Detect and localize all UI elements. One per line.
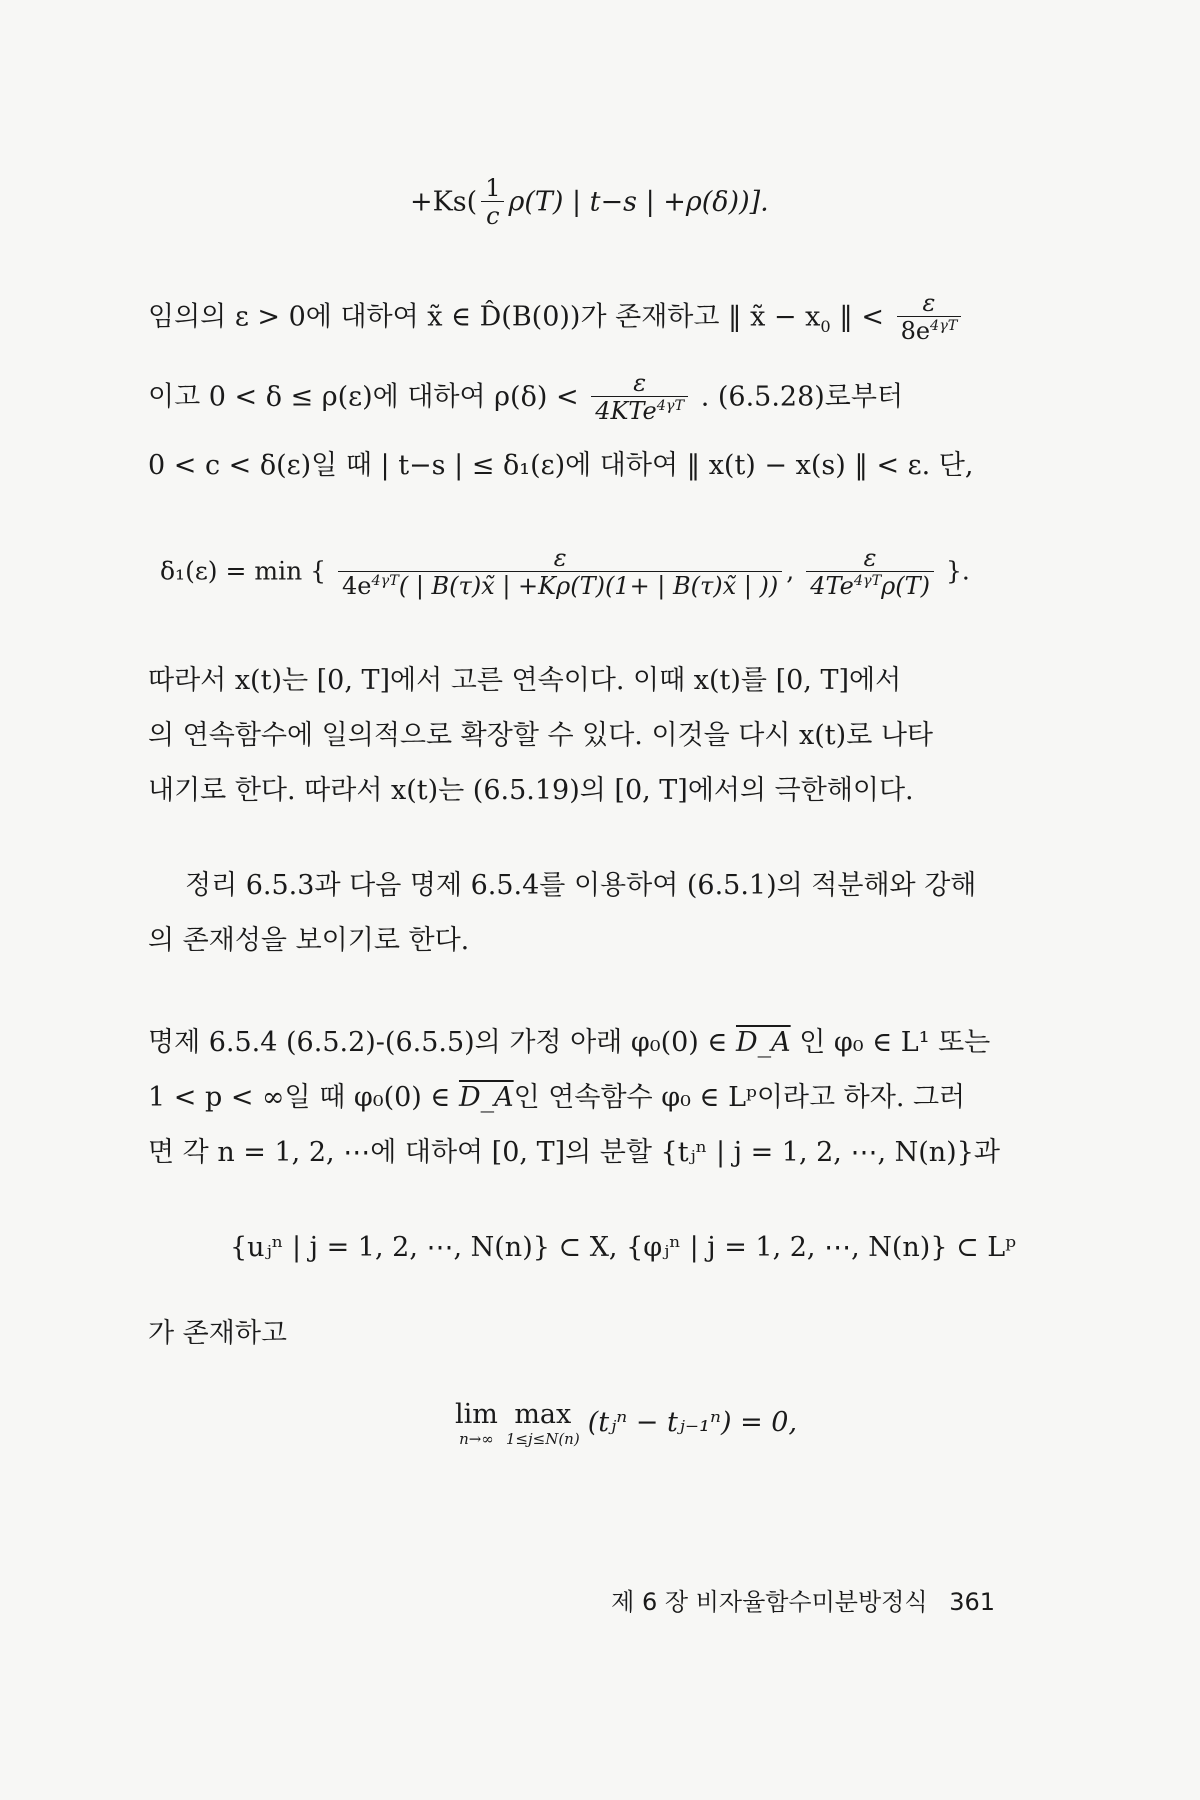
equation-continuation: +Ks( $\frac{1}{c}$ ρ(T) | t−s | +ρ(δ))]. bbox=[410, 174, 769, 231]
limit-operator: lim n→∞ bbox=[455, 1399, 498, 1448]
paragraph-1-line-2: 이고 0 < δ ≤ ρ(ε)에 대하여 ρ(δ) < $\frac{\varepsilon}{4KTe^{4\gamma T}}$ . (6.5.28)로부터 bbox=[148, 369, 904, 426]
equation-delta1-definition: δ₁(ε) = min { $\frac{\varepsilon}{4e^{4\gamma T}( | B(\tau)x̃ | +K\rho(T)(1+ | B(\tau)x̃ | ))}$ , $\frac{\varepsilon}{4Te^{4\gamma T}\rho(T)}$ }. bbox=[160, 544, 970, 601]
equation-sequences: {uⱼⁿ | j = 1, 2, ⋯, N(n)} ⊂ X, {φⱼⁿ | j = 1, 2, ⋯, N(n)} ⊂ Lᵖ bbox=[230, 1232, 1017, 1263]
paragraph-3-line-2: 의 존재성을 보이기로 한다. bbox=[148, 925, 470, 956]
paragraph-4-line-3: 면 각 n = 1, 2, ⋯에 대하여 [0, T]의 분할 {tⱼⁿ | j = 1, 2, ⋯, N(n)}과 bbox=[148, 1137, 1000, 1168]
paragraph-3-line-1: 정리 6.5.3과 다음 명제 6.5.4를 이용하여 (6.5.1)의 적분해와 강해 bbox=[185, 870, 977, 901]
equation-limit: lim n→∞ max 1≤j≤N(n) (tⱼⁿ − tⱼ₋₁ⁿ) = 0, bbox=[455, 1399, 798, 1448]
paragraph-4-line-1: 명제 6.5.4 (6.5.2)-(6.5.5)의 가정 아래 φ₀(0) ∈ D_A 인 φ₀ ∈ L¹ 또는 bbox=[148, 1027, 991, 1058]
fraction-delta1-second: $\frac{\varepsilon}{4Te^{4\gamma T}\rho(T)}$ bbox=[806, 545, 934, 601]
paragraph-2-line-2: 의 연속함수에 일의적으로 확장할 수 있다. 이것을 다시 x(t)로 나타 bbox=[148, 720, 934, 751]
page-number: 361 bbox=[949, 1588, 995, 1616]
paragraph-1-line-1: 임의의 ε > 0에 대하여 x̃ ∈ D̂(B(0))가 존재하고 ‖ x̃ − $x_0$ ‖ < $\frac{\varepsilon}{8e^{4\gamma T}}$ bbox=[148, 290, 965, 346]
paragraph-1-line-3: 0 < c < δ(ε)일 때 | t−s | ≤ δ₁(ε)에 대하여 ‖ x(t) − x(s) ‖ < ε. 단, bbox=[148, 450, 974, 481]
paragraph-4-line-2: 1 < p < ∞일 때 φ₀(0) ∈ D_A인 연속함수 φ₀ ∈ Lᵖ이라고 하자. 그러 bbox=[148, 1082, 966, 1113]
paragraph-2-line-1: 따라서 x(t)는 [0, T]에서 고른 연속이다. 이때 x(t)를 [0, T]에서 bbox=[148, 665, 902, 696]
paragraph-5-line-1: 가 존재하고 bbox=[148, 1318, 287, 1349]
fraction-eps-over-4KTe: $\frac{\varepsilon}{4KTe^{4\gamma T}}$ bbox=[591, 370, 688, 426]
page-footer bbox=[611, 1582, 995, 1617]
fraction-delta1-first: $\frac{\varepsilon}{4e^{4\gamma T}( | B(\tau)x̃ | +K\rho(T)(1+ | B(\tau)x̃ | ))}$ bbox=[338, 545, 782, 601]
fraction-eps-over-8e: $\frac{\varepsilon}{8e^{4\gamma T}}$ bbox=[897, 290, 962, 346]
max-operator: max 1≤j≤N(n) bbox=[505, 1399, 580, 1448]
paragraph-2-line-3: 내기로 한다. 따라서 x(t)는 (6.5.19)의 [0, T]에서의 극한해이다. bbox=[148, 775, 914, 806]
fraction-1-over-c: $\frac{1}{c}$ bbox=[481, 175, 504, 231]
chapter-title: 제 6 장 비자율함수미분방정식 bbox=[611, 1588, 928, 1616]
